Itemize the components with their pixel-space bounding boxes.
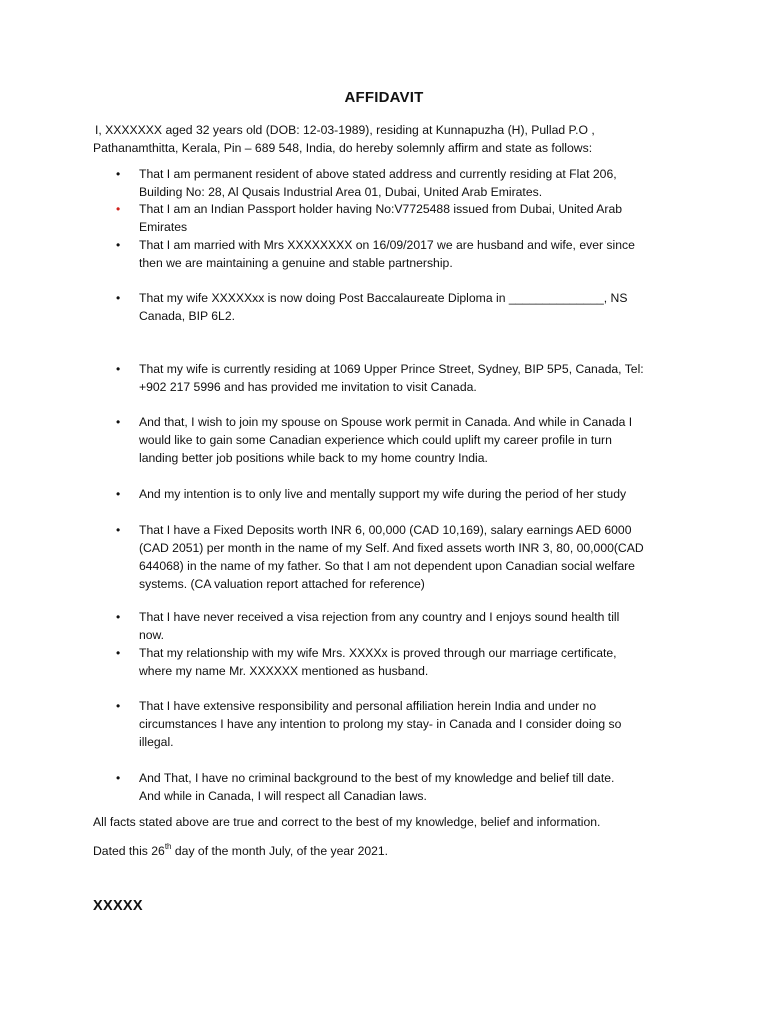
- bullet-icon: •: [116, 362, 121, 376]
- statement-line: And That, I have no criminal background to the best of my knowledge and belief till date.: [139, 771, 615, 785]
- intro-line: Pathanamthitta, Kerala, Pin – 689 548, India, do hereby solemnly affirm and state as follows:: [93, 141, 593, 155]
- statement-line: That my relationship with my wife Mrs. XXXXx is proved through our marriage certificate,: [139, 646, 617, 660]
- statement-line: That I am permanent resident of above stated address and currently residing at Flat 206,: [139, 167, 617, 181]
- statement-line: then we are maintaining a genuine and stable partnership.: [139, 256, 453, 270]
- statement-text: [139, 360, 679, 396]
- bullet-icon: •: [116, 238, 121, 252]
- dated-prefix: Dated this 26: [93, 844, 165, 858]
- dated-suffix: day of the month July, of the year 2021.: [171, 844, 389, 858]
- statement-line: Canada, BIP 6L2.: [139, 309, 235, 323]
- statement-line: And my intention is to only live and mentally support my wife during the period of her study: [139, 487, 627, 501]
- intro-line: I, XXXXXXX aged 32 years old (DOB: 12-03-1989), residing at Kunnapuzha (H), Pullad P.O ,: [95, 123, 595, 137]
- statement-line: That my wife is currently residing at 1069 Upper Prince Street, Sydney, BIP 5P5, Canada, Tel:: [139, 362, 644, 376]
- statement-text: [139, 165, 679, 201]
- dated-ordinal-suffix: th: [164, 841, 172, 851]
- statement-text: [139, 608, 679, 644]
- bullet-icon: •: [116, 167, 121, 181]
- facts-statement: All facts stated above are true and correct to the best of my knowledge, belief and information.: [93, 815, 601, 829]
- statement-line: Building No: 28, Al Qusais Industrial Area 01, Dubai, United Arab Emirates.: [139, 185, 543, 199]
- dated-statement: [93, 842, 388, 860]
- statement-line: circumstances I have any intention to prolong my stay- in Canada and I consider doing so: [139, 717, 622, 731]
- statement-text: [139, 769, 679, 805]
- signature: XXXXX: [93, 898, 143, 914]
- bullet-icon: •: [116, 699, 121, 713]
- bullet-icon: •: [116, 523, 121, 537]
- statement-text: [139, 697, 679, 751]
- statement-line: 644068) in the name of my father. So that I am not dependent upon Canadian social welfare: [139, 559, 635, 573]
- statement-line: That I am married with Mrs XXXXXXXX on 16/09/2017 we are husband and wife, ever since: [139, 238, 635, 252]
- statement-line: That I have a Fixed Deposits worth INR 6, 00,000 (CAD 10,169), salary earnings AED 6000: [139, 523, 632, 537]
- statement-text: [139, 236, 679, 272]
- statement-line: systems. (CA valuation report attached for reference): [139, 577, 425, 591]
- bullet-icon: •: [116, 771, 121, 785]
- bullet-icon: •: [116, 291, 121, 305]
- statement-text: [139, 200, 679, 236]
- statement-line: would like to gain some Canadian experience which could uplift my career profile in turn: [139, 433, 612, 447]
- statement-text: [139, 289, 679, 325]
- statement-line: Emirates: [139, 220, 188, 234]
- statement-line: now.: [139, 628, 165, 642]
- statement-line: And while in Canada, I will respect all Canadian laws.: [139, 789, 427, 803]
- statement-line: That my wife XXXXXxx is now doing Post Baccalaureate Diploma in ______________, NS: [139, 291, 628, 305]
- bullet-icon: •: [116, 646, 121, 660]
- statement-text: [139, 485, 679, 503]
- document-title: AFFIDAVIT: [344, 89, 424, 106]
- statement-line: That I am an Indian Passport holder having No:V7725488 issued from Dubai, United Arab: [139, 202, 623, 216]
- statement-line: And that, I wish to join my spouse on Spouse work permit in Canada. And while in Canada I: [139, 415, 633, 429]
- bullet-icon: •: [116, 202, 121, 216]
- statement-line: +902 217 5996 and has provided me invitation to visit Canada.: [139, 380, 477, 394]
- statement-text: [139, 521, 679, 593]
- statement-text: [139, 644, 679, 680]
- statement-line: That I have never received a visa rejection from any country and I enjoys sound health till: [139, 610, 620, 624]
- statement-line: landing better job positions while back to my home country India.: [139, 451, 488, 465]
- statement-line: illegal.: [139, 735, 174, 749]
- statement-line: That I have extensive responsibility and personal affiliation herein India and under no: [139, 699, 597, 713]
- statement-text: [139, 413, 679, 467]
- bullet-icon: •: [116, 487, 121, 501]
- statement-line: (CAD 2051) per month in the name of my Self. And fixed assets worth INR 3, 80, 00,000(CAD: [139, 541, 644, 555]
- bullet-icon: •: [116, 415, 121, 429]
- statement-line: where my name Mr. XXXXXX mentioned as husband.: [139, 664, 429, 678]
- intro-paragraph: [93, 121, 693, 157]
- bullet-icon: •: [116, 610, 121, 624]
